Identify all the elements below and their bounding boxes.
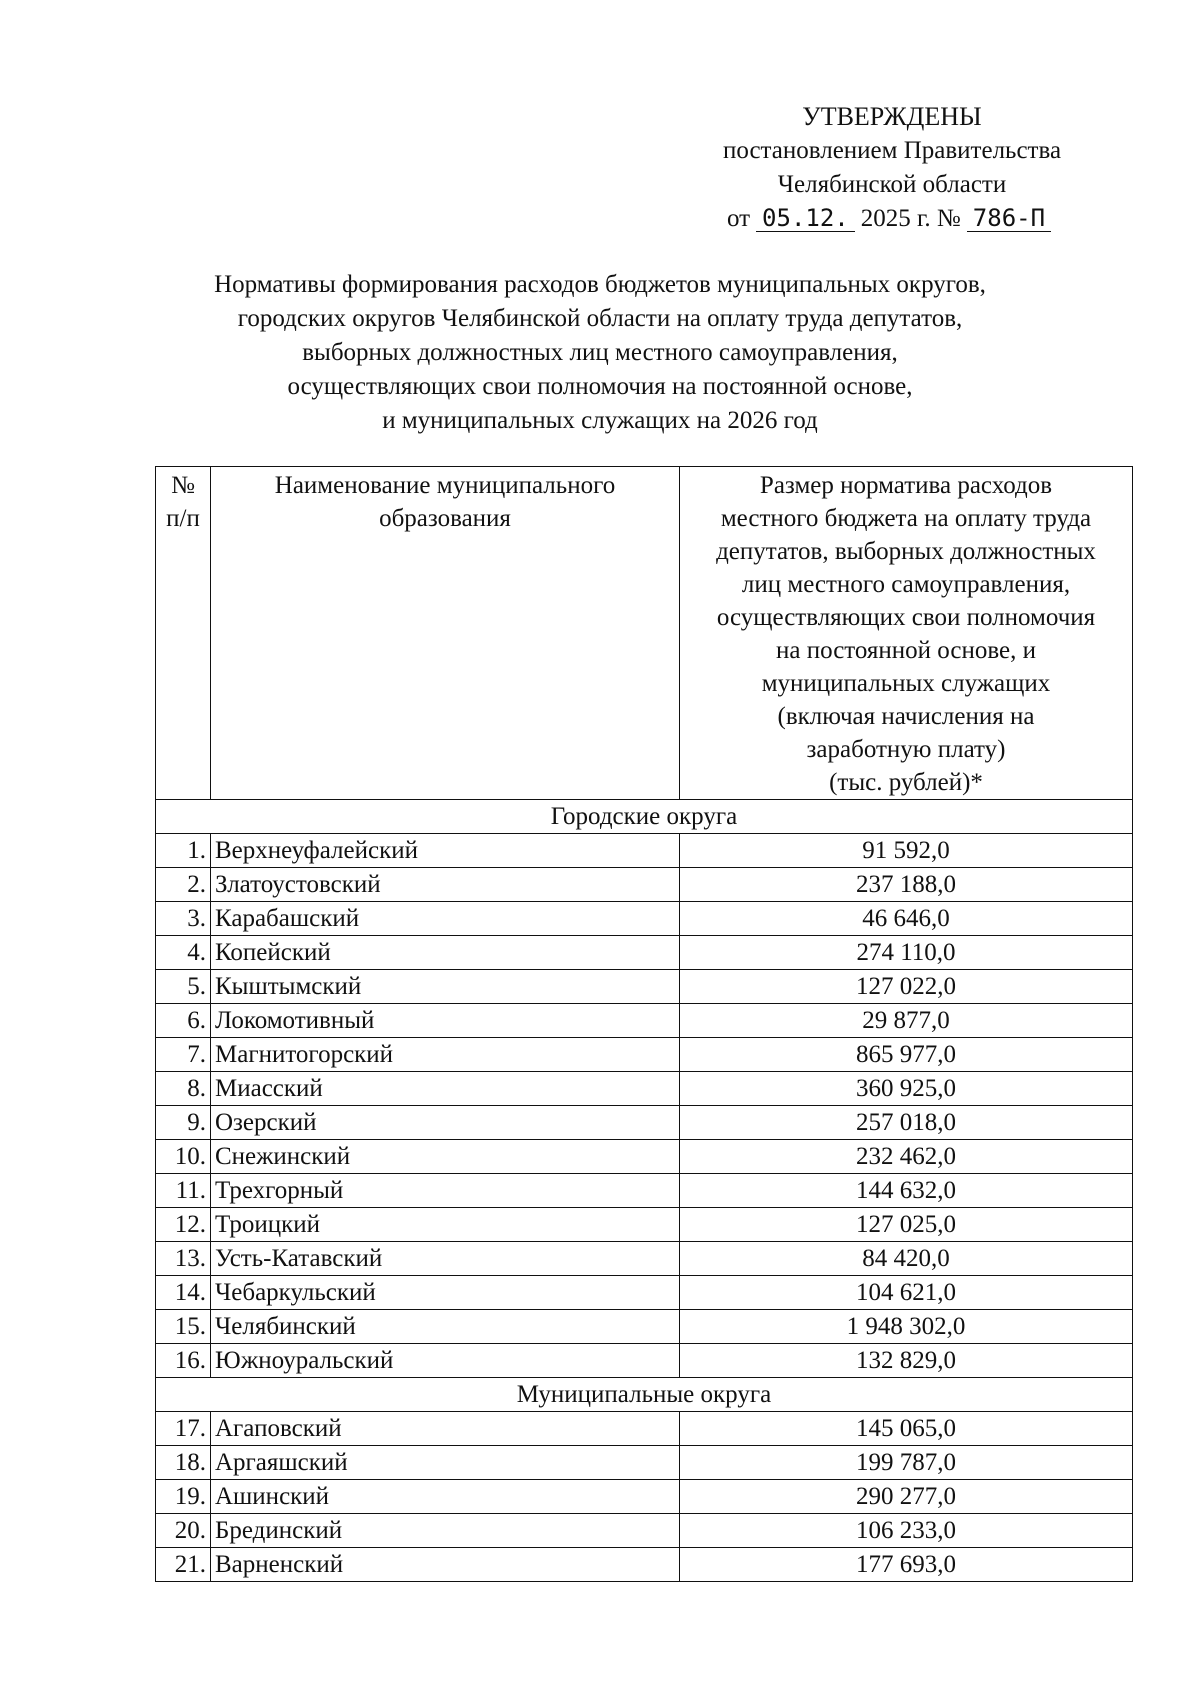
header-value-line: заработную плату) <box>806 736 1006 763</box>
header-value-line: (включая начисления на <box>777 703 1035 730</box>
row-value: 132 829,0 <box>680 1344 1133 1378</box>
row-number: 2. <box>156 868 211 902</box>
row-value: 144 632,0 <box>680 1174 1133 1208</box>
header-value-line: депутатов, выборных должностных <box>716 538 1096 565</box>
row-value: 84 420,0 <box>680 1242 1133 1276</box>
row-name: Варненский <box>211 1548 680 1582</box>
row-name: Златоустовский <box>211 868 680 902</box>
row-number: 9. <box>156 1106 211 1140</box>
table-row <box>156 970 1133 1004</box>
row-value: 237 188,0 <box>680 868 1133 902</box>
row-name: Миасский <box>211 1072 680 1106</box>
row-number: 18. <box>156 1446 211 1480</box>
row-number: 13. <box>156 1242 211 1276</box>
section-title: Муниципальные округа <box>156 1378 1133 1412</box>
table-row <box>156 1480 1133 1514</box>
row-name: Южноуральский <box>211 1344 680 1378</box>
table-row <box>156 1208 1133 1242</box>
table-row <box>156 1072 1133 1106</box>
row-number: 21. <box>156 1548 211 1582</box>
header-row <box>156 467 1133 800</box>
header-value-line: (тыс. рублей)* <box>829 769 983 796</box>
row-number: 1. <box>156 834 211 868</box>
row-number: 11. <box>156 1174 211 1208</box>
row-number: 3. <box>156 902 211 936</box>
row-number: 5. <box>156 970 211 1004</box>
row-name: Чебаркульский <box>211 1276 680 1310</box>
table-row <box>156 868 1133 902</box>
table-row <box>156 1140 1133 1174</box>
title-line: выборных должностных лиц местного самоуправления, <box>302 339 898 366</box>
table-row <box>156 1242 1133 1276</box>
section-row <box>156 1378 1133 1412</box>
row-value: 865 977,0 <box>680 1038 1133 1072</box>
row-number: 14. <box>156 1276 211 1310</box>
header-value-line: лиц местного самоуправления, <box>741 571 1071 598</box>
row-value: 177 693,0 <box>680 1548 1133 1582</box>
row-number: 6. <box>156 1004 211 1038</box>
header-value-line: на постоянной основе, и <box>775 637 1037 664</box>
header-num-line: № <box>171 472 195 499</box>
row-name: Локомотивный <box>211 1004 680 1038</box>
row-value: 127 025,0 <box>680 1208 1133 1242</box>
row-name: Ашинский <box>211 1480 680 1514</box>
row-number: 16. <box>156 1344 211 1378</box>
row-value: 274 110,0 <box>680 936 1133 970</box>
table-row <box>156 1548 1133 1582</box>
table-row <box>156 1514 1133 1548</box>
section-title: Городские округа <box>156 800 1133 834</box>
row-name: Магнитогорский <box>211 1038 680 1072</box>
section-row <box>156 800 1133 834</box>
document-title <box>120 268 1080 438</box>
title-line: осуществляющих свои полномочия на постоянной основе, <box>287 373 913 400</box>
table-row <box>156 1004 1133 1038</box>
title-line: и муниципальных служащих на 2026 год <box>382 407 818 434</box>
row-value: 104 621,0 <box>680 1276 1133 1310</box>
header-value <box>680 467 1133 800</box>
row-number: 19. <box>156 1480 211 1514</box>
row-value: 145 065,0 <box>680 1412 1133 1446</box>
approval-line-1: постановлением Правительства <box>722 137 1062 164</box>
table-row <box>156 902 1133 936</box>
row-name: Карабашский <box>211 902 680 936</box>
row-name: Снежинский <box>211 1140 680 1174</box>
table-row <box>156 1344 1133 1378</box>
row-value: 199 787,0 <box>680 1446 1133 1480</box>
row-number: 15. <box>156 1310 211 1344</box>
header-name <box>211 467 680 800</box>
row-value: 91 592,0 <box>680 834 1133 868</box>
table-row <box>156 1174 1133 1208</box>
row-number: 10. <box>156 1140 211 1174</box>
row-name: Аргаяшский <box>211 1446 680 1480</box>
header-num-line: п/п <box>166 505 200 532</box>
date-prefix: от <box>726 205 751 232</box>
row-value: 360 925,0 <box>680 1072 1133 1106</box>
table-row <box>156 834 1133 868</box>
year-text: 2025 г. № <box>860 205 961 232</box>
approval-block <box>662 100 1122 236</box>
approval-date-line <box>662 202 1122 236</box>
table-row <box>156 1276 1133 1310</box>
row-number: 4. <box>156 936 211 970</box>
table-row <box>156 1310 1133 1344</box>
header-value-line: осуществляющих свои полномочия <box>716 604 1096 631</box>
row-value: 29 877,0 <box>680 1004 1133 1038</box>
table-row <box>156 1412 1133 1446</box>
row-value: 106 233,0 <box>680 1514 1133 1548</box>
header-value-line: муниципальных служащих <box>761 670 1051 697</box>
row-value: 290 277,0 <box>680 1480 1133 1514</box>
title-line: городских округов Челябинской области на оплату труда депутатов, <box>237 305 963 332</box>
row-name: Брединский <box>211 1514 680 1548</box>
approval-line-2: Челябинской области <box>777 171 1007 198</box>
date-value: 05.12. <box>756 205 855 232</box>
row-value: 127 022,0 <box>680 970 1133 1004</box>
header-num <box>156 467 211 800</box>
row-name: Кыштымский <box>211 970 680 1004</box>
row-number: 17. <box>156 1412 211 1446</box>
table-row <box>156 1038 1133 1072</box>
row-number: 12. <box>156 1208 211 1242</box>
title-line: Нормативы формирования расходов бюджетов муниципальных округов, <box>214 271 986 298</box>
row-number: 20. <box>156 1514 211 1548</box>
norms-table <box>155 466 1133 1582</box>
approval-heading: УТВЕРЖДЕНЫ <box>802 102 982 131</box>
row-value: 46 646,0 <box>680 902 1133 936</box>
row-number: 8. <box>156 1072 211 1106</box>
row-name: Озерский <box>211 1106 680 1140</box>
row-name: Трехгорный <box>211 1174 680 1208</box>
header-value-line: Размер норматива расходов <box>759 472 1053 499</box>
header-value-line: местного бюджета на оплату труда <box>720 505 1092 532</box>
row-name: Троицкий <box>211 1208 680 1242</box>
table-row <box>156 1446 1133 1480</box>
row-value: 257 018,0 <box>680 1106 1133 1140</box>
header-name-line: Наименование муниципального <box>274 472 616 499</box>
row-name: Копейский <box>211 936 680 970</box>
header-name-line: образования <box>379 505 511 532</box>
row-value: 232 462,0 <box>680 1140 1133 1174</box>
row-value: 1 948 302,0 <box>680 1310 1133 1344</box>
table-row <box>156 936 1133 970</box>
row-number: 7. <box>156 1038 211 1072</box>
table-row <box>156 1106 1133 1140</box>
document-number: 786-П <box>967 205 1051 232</box>
row-name: Челябинский <box>211 1310 680 1344</box>
row-name: Усть-Катавский <box>211 1242 680 1276</box>
row-name: Верхнеуфалейский <box>211 834 680 868</box>
row-name: Агаповский <box>211 1412 680 1446</box>
